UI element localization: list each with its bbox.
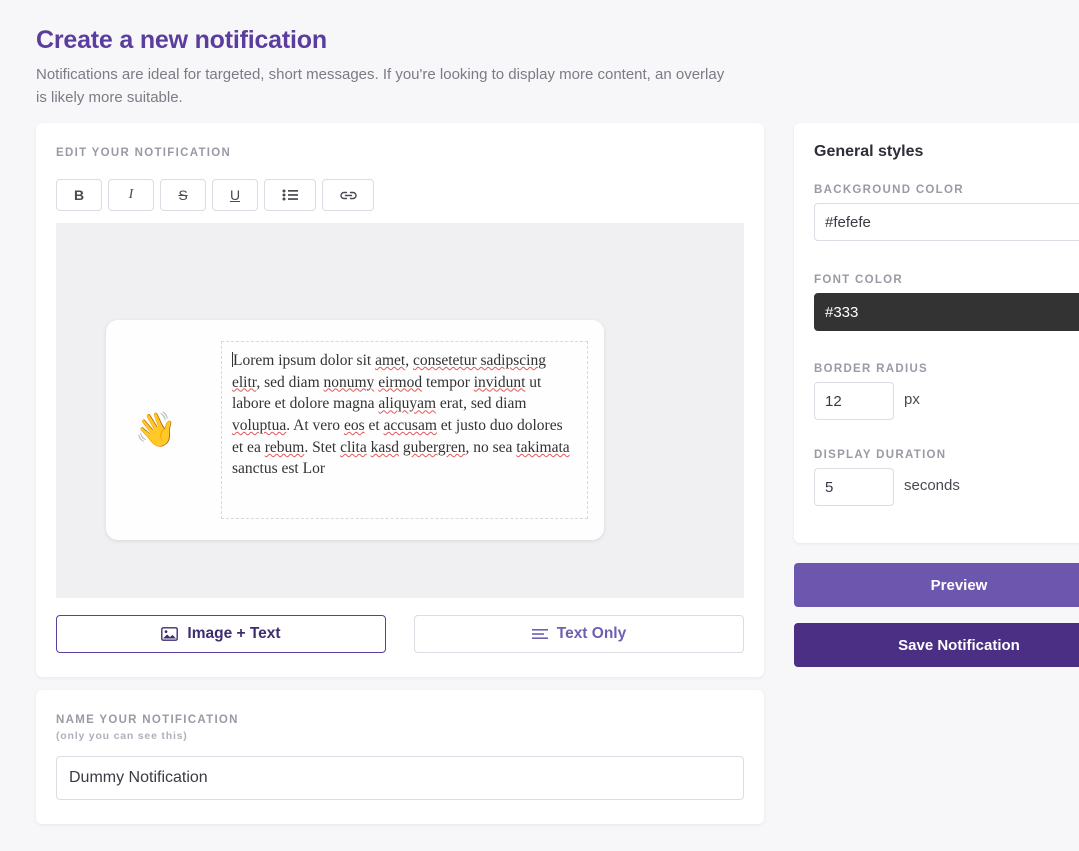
image-icon — [161, 627, 178, 641]
underline-button[interactable]: U — [212, 179, 258, 211]
mode-image-text-label: Image + Text — [187, 625, 281, 642]
border-radius-unit: px — [904, 391, 920, 408]
name-section-sublabel: (only you can see this) — [56, 730, 188, 742]
text-lines-icon — [532, 628, 548, 640]
page-subtitle: Notifications are ideal for targeted, short messages. If you're looking to display more content, an overlay is likely more suitable. — [36, 66, 725, 106]
link-icon — [340, 189, 357, 202]
strikethrough-button[interactable]: S — [160, 179, 206, 211]
name-card — [36, 690, 764, 824]
preview-button[interactable]: Preview — [794, 563, 1079, 607]
display-duration-label: DISPLAY DURATION — [814, 449, 947, 461]
list-icon — [282, 189, 298, 201]
notification-preview — [106, 320, 604, 540]
page-title: Create a new notification — [36, 26, 327, 54]
bullet-list-button[interactable] — [264, 179, 316, 211]
formatting-toolbar — [56, 179, 374, 211]
mode-text-only-button[interactable] — [414, 615, 744, 653]
display-duration-unit: seconds — [904, 477, 960, 494]
background-color-input[interactable] — [814, 203, 1079, 241]
bold-button[interactable]: B — [56, 179, 102, 211]
notification-name-input[interactable] — [56, 756, 744, 800]
name-section-label: NAME YOUR NOTIFICATION — [56, 714, 239, 726]
notification-text-editor[interactable]: Lorem ipsum dolor sit amet, consetetur sadipscing elitr, sed diam nonumy eirmod tempor invidunt ut labore et dolore magna aliquyam erat, sed diam voluptua. At vero eos et accusam et justo duo dolores et ea rebum. Stet clita kasd gubergren, no sea takimata sanctus est Lor — [221, 341, 588, 519]
waving-hand-icon[interactable]: 👋 — [134, 411, 178, 449]
general-styles-title: General styles — [814, 143, 924, 160]
font-color-label: FONT COLOR — [814, 274, 904, 286]
editor-section-label: EDIT YOUR NOTIFICATION — [56, 147, 232, 159]
save-notification-button[interactable]: Save Notification — [794, 623, 1079, 667]
italic-button[interactable]: I — [108, 179, 154, 211]
editor-card — [36, 123, 764, 677]
border-radius-input[interactable] — [814, 382, 894, 420]
mode-text-only-label: Text Only — [556, 625, 627, 642]
general-styles-panel — [794, 123, 1079, 543]
layout-mode-switcher — [56, 615, 744, 653]
mode-image-text-button[interactable] — [56, 615, 386, 653]
link-button[interactable] — [322, 179, 374, 211]
background-color-label: BACKGROUND COLOR — [814, 184, 964, 196]
notification-canvas — [56, 223, 744, 598]
border-radius-label: BORDER RADIUS — [814, 363, 929, 375]
display-duration-input[interactable] — [814, 468, 894, 506]
font-color-input[interactable] — [814, 293, 1079, 331]
text-caret — [232, 352, 233, 367]
